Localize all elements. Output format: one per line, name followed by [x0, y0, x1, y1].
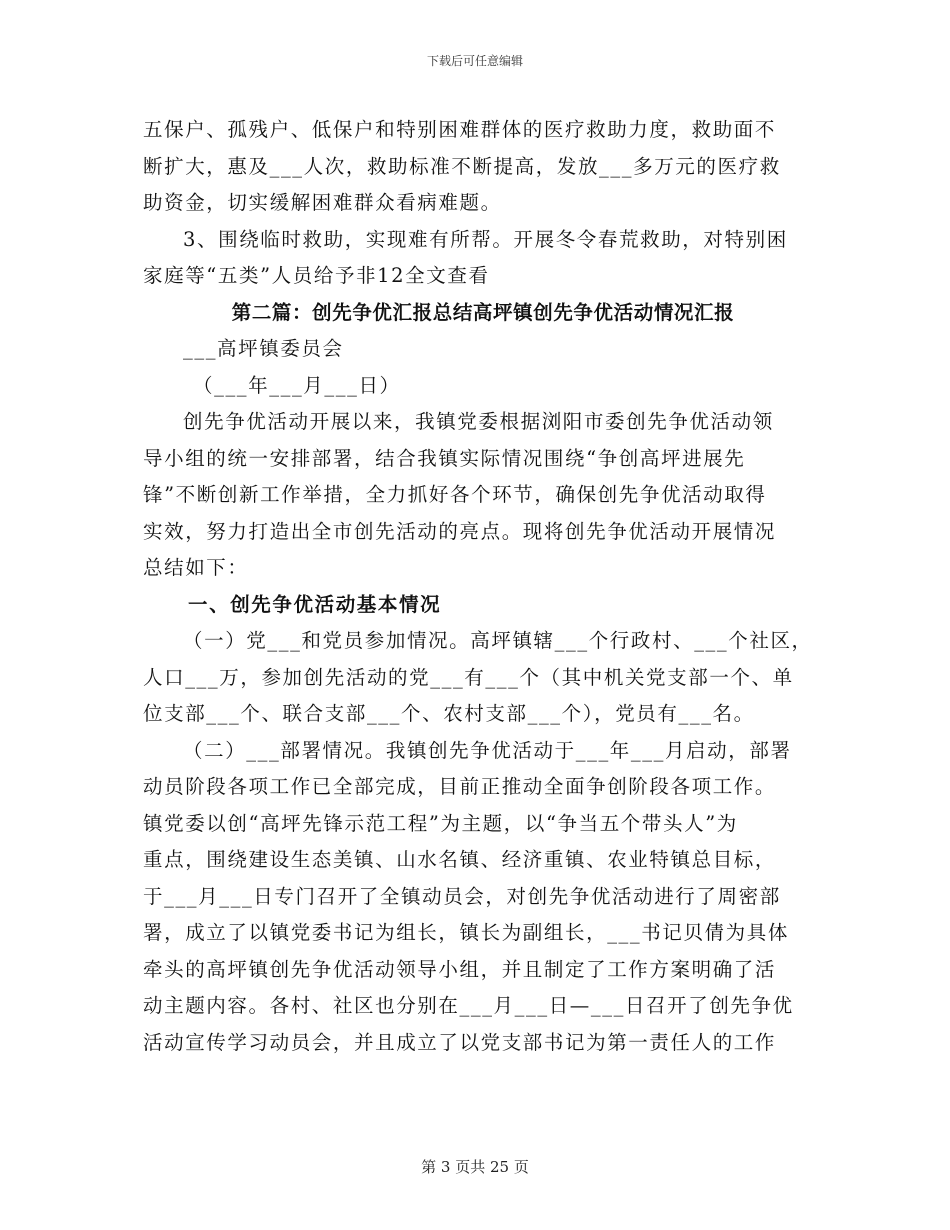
body-line: 活动宣传学习动员会，并且成立了以党支部书记为第一责任人的工作: [143, 1030, 777, 1054]
body-line: 镇党委以创“高坪先锋示范工程”为主题，以“争当五个带头人”为: [143, 811, 738, 835]
section-heading: 一、创先争优活动基本情况: [188, 592, 442, 616]
body-line: 动员阶段各项工作已全部完成，目前正推动全面争创阶段各项工作。: [143, 775, 777, 798]
body-line: 断扩大，惠及___人次，救助标准不断提高，发放___多万元的医疗救: [143, 154, 781, 178]
body-line: 重点，围绕建设生态美镇、山水名镇、经济重镇、农业特镇总目标，: [143, 848, 777, 871]
body-line: 牵头的高坪镇创先争优活动领导小组，并且制定了工作方案明确了活: [143, 957, 777, 981]
body-line: 位支部___个、联合支部___个、农村支部___个），党员有___名。: [143, 702, 755, 725]
date-line: （___年___月___日）: [193, 373, 401, 397]
document-body: [143, 112, 823, 1061]
body-line: （二）___部署情况。我镇创先争优活动于___年___月启动，部署: [183, 738, 792, 762]
body-line: 创先争优活动开展以来，我镇党委根据浏阳市委创先争优活动领: [183, 410, 774, 433]
body-line: 动主题内容。各村、社区也分别在___月___日—___日召开了创先争优: [143, 994, 794, 1017]
body-line: 于___月___日专门召开了全镇动员会，对创先争优活动进行了周密部: [143, 884, 781, 908]
body-line: 总结如下：: [143, 556, 249, 579]
body-line: 助资金，切实缓解困难群众看病难题。: [143, 191, 502, 214]
body-line: 家庭等“五类”人员给予非12全文查看: [143, 264, 490, 287]
body-line: 署，成立了以镇党委书记为组长，镇长为副组长，___书记贝倩为具体: [143, 921, 789, 944]
body-line: 锋”不断创新工作举措，全力抓好各个环节，确保创先争优活动取得: [143, 483, 767, 506]
header-note: 下载后可任意编辑: [426, 54, 523, 68]
body-line: 3、围绕临时救助，实现难有所帮。开展冬令春荒救助，对特别困: [183, 227, 788, 251]
body-line: 人口___万，参加创先活动的党___有___个（其中机关党支部一个、单: [143, 665, 794, 689]
section-title: 第二篇：创先争优汇报总结高坪镇创先争优活动情况汇报: [231, 300, 735, 324]
body-line: 实效，努力打造出全市创先活动的亮点。现将创先争优活动开展情况: [143, 519, 777, 543]
body-line: 五保户、孤残户、低保户和特别困难群体的医疗救助力度，救助面不: [143, 118, 777, 141]
body-line: （一）党___和党员参加情况。高坪镇辖___个行政村、___个社区，: [183, 629, 813, 652]
page-number: 第 3 页共 25 页: [421, 1158, 529, 1176]
body-line: 导小组的统一安排部署，结合我镇实际情况围绕“争创高坪进展先: [143, 446, 746, 470]
author-line: ___高坪镇委员会: [183, 337, 344, 360]
